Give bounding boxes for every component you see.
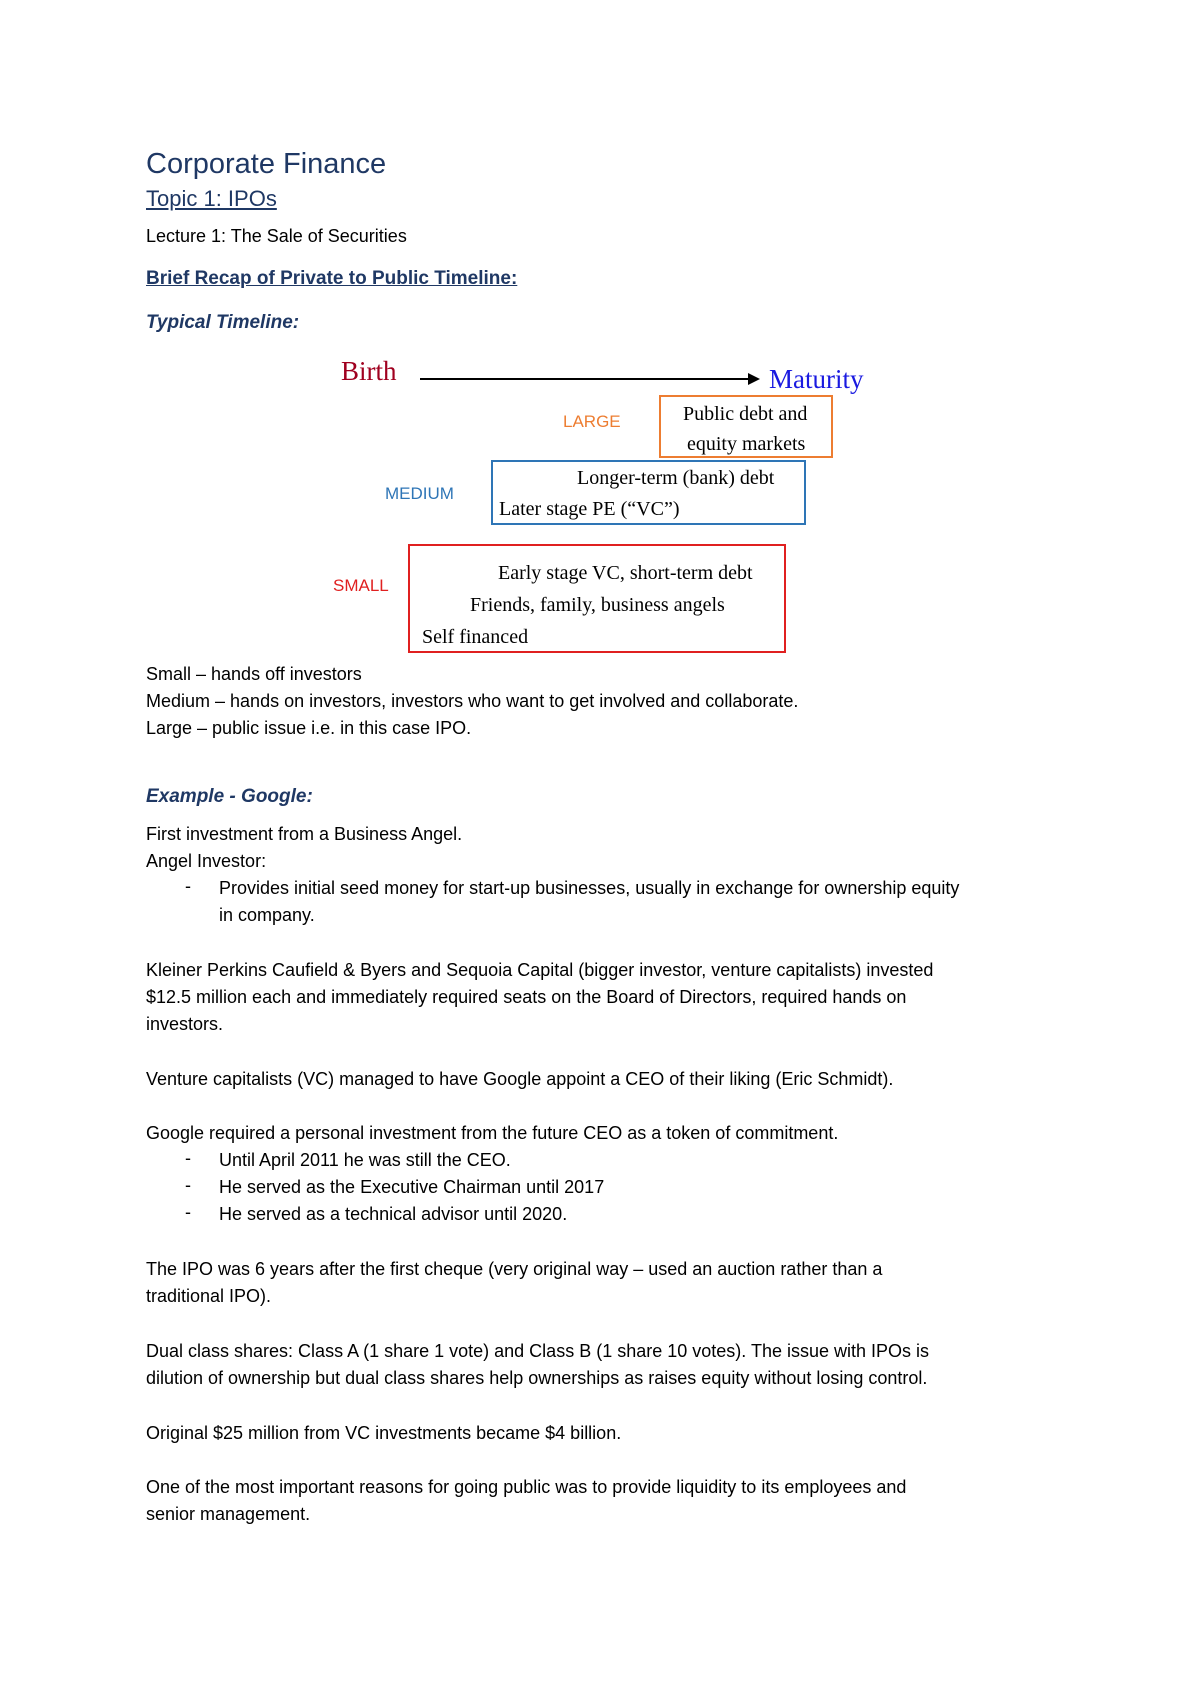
vc-ceo-text: Venture capitalists (VC) managed to have Google appoint a CEO of their liking (Eric Schmidt). xyxy=(146,1069,894,1089)
dual-class-line: Dual class shares: Class A (1 share 1 vote) and Class B (1 share 10 votes). The issue with IPOs is xyxy=(146,1341,930,1361)
kleiner-line: Kleiner Perkins Caufield & Byers and Sequoia Capital (bigger investor, venture capitalists) invested xyxy=(146,960,934,980)
first-investment-text: First investment from a Business Angel. xyxy=(146,824,463,844)
birth-label: Birth xyxy=(341,356,397,386)
large-box-line: Public debt and xyxy=(683,403,808,425)
ceo-bullet: Until April 2011 he was still the CEO. xyxy=(219,1150,511,1170)
topic-heading: Topic 1: IPOs xyxy=(146,186,277,211)
maturity-label: Maturity xyxy=(769,364,864,394)
large-box-line: equity markets xyxy=(687,433,806,455)
bullet-dash: - xyxy=(185,876,191,896)
kleiner-line: investors. xyxy=(146,1014,224,1034)
small-stage-box xyxy=(408,544,786,653)
medium-box-line: Later stage PE (“VC”) xyxy=(499,498,680,520)
typical-timeline-heading: Typical Timeline: xyxy=(146,312,300,333)
description-small: Small – hands off investors xyxy=(146,664,362,684)
large-stage-label: LARGE xyxy=(563,412,621,431)
description-large: Large – public issue i.e. in this case IPO. xyxy=(146,718,472,738)
angel-investor-label: Angel Investor: xyxy=(146,851,267,871)
ipo-line: The IPO was 6 years after the first cheque (very original way – used an auction rather than a xyxy=(146,1259,883,1279)
angel-bullet-line: in company. xyxy=(219,905,315,925)
ceo-bullet: He served as a technical advisor until 2020. xyxy=(219,1204,568,1224)
small-box-line: Early stage VC, short-term debt xyxy=(498,562,753,584)
arrow-head-icon xyxy=(748,373,760,385)
angel-bullet-line: Provides initial seed money for start-up businesses, usually in exchange for ownership equity xyxy=(219,878,960,898)
medium-box-line: Longer-term (bank) debt xyxy=(577,467,775,489)
reasons-line: One of the most important reasons for going public was to provide liquidity to its employees and xyxy=(146,1477,907,1497)
ipo-line: traditional IPO). xyxy=(146,1286,272,1306)
recap-heading: Brief Recap of Private to Public Timeline: xyxy=(146,268,518,289)
document-title: Corporate Finance xyxy=(146,148,387,180)
description-medium: Medium – hands on investors, investors who want to get involved and collaborate. xyxy=(146,691,799,711)
small-stage-label: SMALL xyxy=(333,576,389,595)
bullet-dash: - xyxy=(185,1202,191,1222)
dual-class-line: dilution of ownership but dual class shares help ownerships as raises equity without losing control. xyxy=(146,1368,928,1388)
small-box-line: Self financed xyxy=(422,626,529,648)
medium-stage-label: MEDIUM xyxy=(385,484,454,503)
small-box-line: Friends, family, business angels xyxy=(470,594,725,616)
google-required-text: Google required a personal investment from the future CEO as a token of commitment. xyxy=(146,1123,839,1143)
timeline-arrow-line xyxy=(420,378,750,380)
bullet-dash: - xyxy=(185,1148,191,1168)
ceo-bullet: He served as the Executive Chairman until 2017 xyxy=(219,1177,605,1197)
bullet-dash: - xyxy=(185,1175,191,1195)
large-stage-box xyxy=(659,395,833,458)
reasons-line: senior management. xyxy=(146,1504,311,1524)
lecture-subtitle: Lecture 1: The Sale of Securities xyxy=(146,226,407,246)
kleiner-line: $12.5 million each and immediately required seats on the Board of Directors, required hands on xyxy=(146,987,907,1007)
example-heading: Example - Google: xyxy=(146,786,313,807)
medium-stage-box xyxy=(491,460,806,525)
original-investment-text: Original $25 million from VC investments became $4 billion. xyxy=(146,1423,622,1443)
